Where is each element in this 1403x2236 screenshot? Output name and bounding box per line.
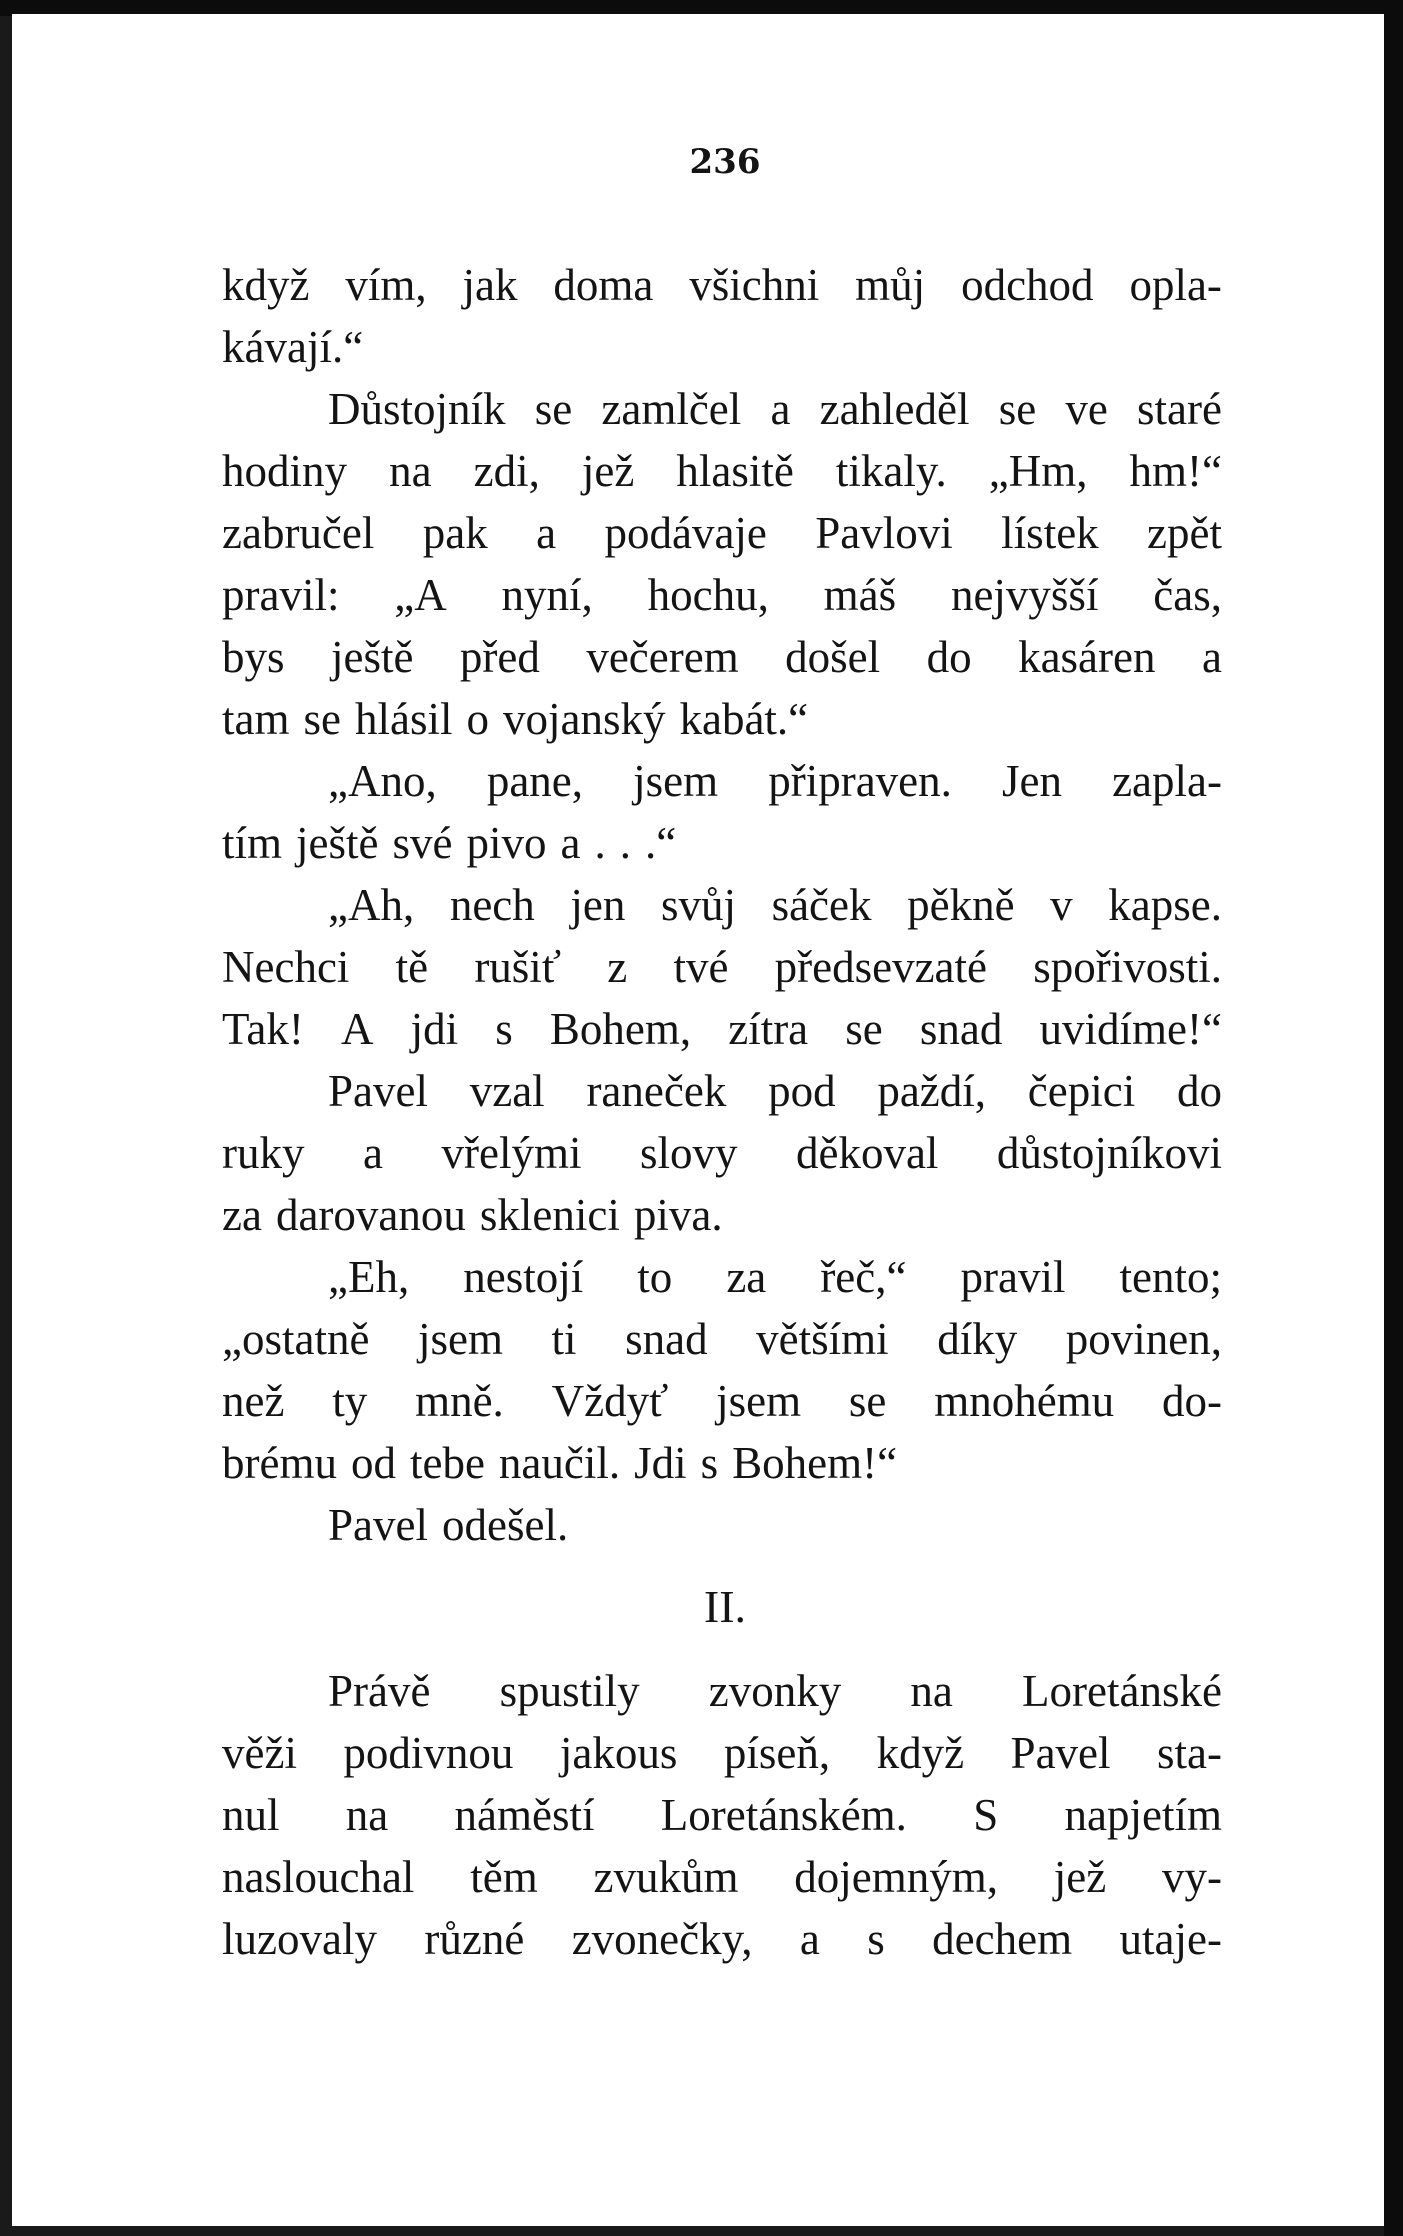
text-line: „ostatně jsem ti snad většími díky povinen,	[222, 1314, 1222, 1364]
text-line: nul na náměstí Loretánském. S napjetím	[222, 1790, 1222, 1840]
text-line: bys ještě před večerem došel do kasáren a	[222, 632, 1222, 682]
text-line: „Ano, pane, jsem připraven. Jen zapla-	[328, 756, 1222, 806]
text-line: „Ah, nech jen svůj sáček pěkně v kapse.	[328, 880, 1222, 930]
text-line: Nechci tě rušiť z tvé předsevzaté spořivosti.	[222, 942, 1222, 992]
text-line: Právě spustily zvonky na Loretánské	[328, 1666, 1222, 1716]
scan-right-border	[1384, 0, 1403, 2236]
text-line: Pavel vzal raneček pod paždí, čepici do	[328, 1066, 1222, 1116]
section-heading: II.	[703, 1581, 747, 1632]
text-line: za darovanou sklenici piva.	[222, 1190, 723, 1240]
text-line: luzovaly různé zvonečky, a s dechem utaje-	[222, 1914, 1222, 1964]
text-line: věži podivnou jakous píseň, když Pavel sta-	[222, 1728, 1222, 1778]
text-line: tím ještě své pivo a . . .“	[222, 818, 677, 868]
body-text-upper	[222, 254, 1222, 1556]
text-line: naslouchal těm zvukům dojemným, jež vy-	[222, 1852, 1222, 1902]
page-number: 236	[689, 142, 761, 182]
text-line: brému od tebe naučil. Jdi s Bohem!“	[222, 1438, 898, 1488]
text-line: Důstojník se zamlčel a zahleděl se ve staré	[328, 384, 1222, 434]
body-text-lower	[222, 1660, 1222, 1970]
text-line: Pavel odešel.	[328, 1500, 569, 1550]
text-line: Tak! A jdi s Bohem, zítra se snad uvidíme!“	[222, 1004, 1222, 1054]
text-line: tam se hlásil o vojanský kabát.“	[222, 694, 809, 744]
text-line: ruky a vřelými slovy děkoval důstojníkovi	[222, 1128, 1222, 1178]
text-line: když vím, jak doma všichni můj odchod opla-	[222, 260, 1222, 310]
text-line: kávají.“	[222, 322, 364, 372]
text-line: než ty mně. Vždyť jsem se mnohému do-	[222, 1376, 1222, 1426]
text-line: „Eh, nestojí to za řeč,“ pravil tento;	[328, 1252, 1222, 1302]
text-line: zabručel pak a podávaje Pavlovi lístek zpět	[222, 508, 1222, 558]
text-line: pravil: „A nyní, hochu, máš nejvyšší čas,	[222, 570, 1222, 620]
text-line: hodiny na zdi, jež hlasitě tikaly. „Hm, hm!“	[222, 446, 1222, 496]
